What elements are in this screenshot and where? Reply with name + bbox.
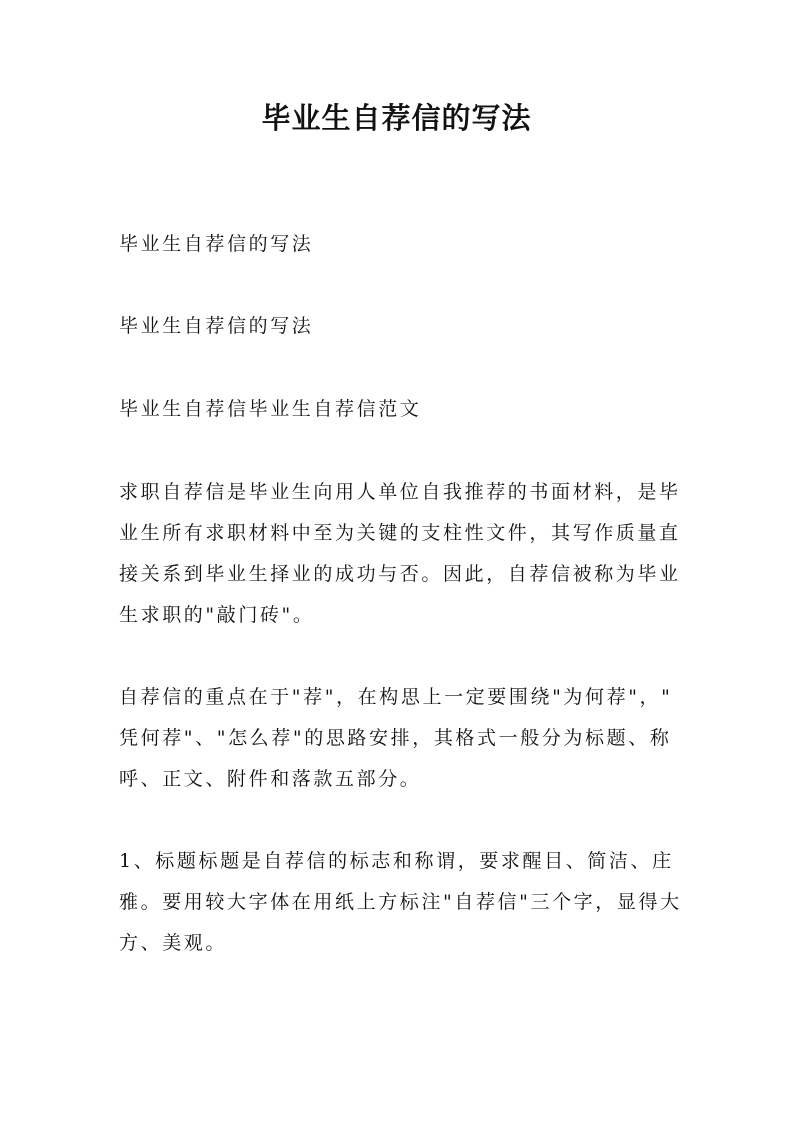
paragraph-line: 生求职的"敲门砖"。 xyxy=(119,604,315,626)
paragraph-line: 自荐信的重点在于"荐"，在构思上一定要围绕"为何荐"，" xyxy=(119,686,673,708)
paragraph-intro xyxy=(119,479,679,643)
heading-line-2: 毕业生自荐信的写法 xyxy=(119,315,314,337)
paragraph-line: 求职自荐信是毕业生向用人单位自我推荐的书面材料，是毕 xyxy=(119,481,681,503)
paragraph-line: 呼、正文、附件和落款五部分。 xyxy=(119,768,422,790)
paragraph-line: 雅。要用较大字体在用纸上方标注"自荐信"三个字，显得大 xyxy=(119,891,682,913)
heading-line-1: 毕业生自荐信的写法 xyxy=(119,233,314,255)
paragraph-line: 凭何荐"、"怎么荐"的思路安排，其格式一般分为标题、称 xyxy=(119,727,672,749)
document-title: 毕业生自荐信的写法 xyxy=(261,101,532,135)
paragraph-focus xyxy=(119,684,679,807)
paragraph-line: 方、美观。 xyxy=(119,932,228,954)
paragraph-line: 1、标题标题是自荐信的标志和称谓，要求醒目、简洁、庄 xyxy=(119,850,674,872)
paragraph-line: 业生所有求职材料中至为关键的支柱性文件，其写作质量直 xyxy=(119,522,681,544)
paragraph-line: 接关系到毕业生择业的成功与否。因此，自荐信被称为毕业 xyxy=(119,563,681,585)
heading-line-3: 毕业生自荐信毕业生自荐信范文 xyxy=(119,398,422,420)
paragraph-title-section xyxy=(119,848,682,971)
